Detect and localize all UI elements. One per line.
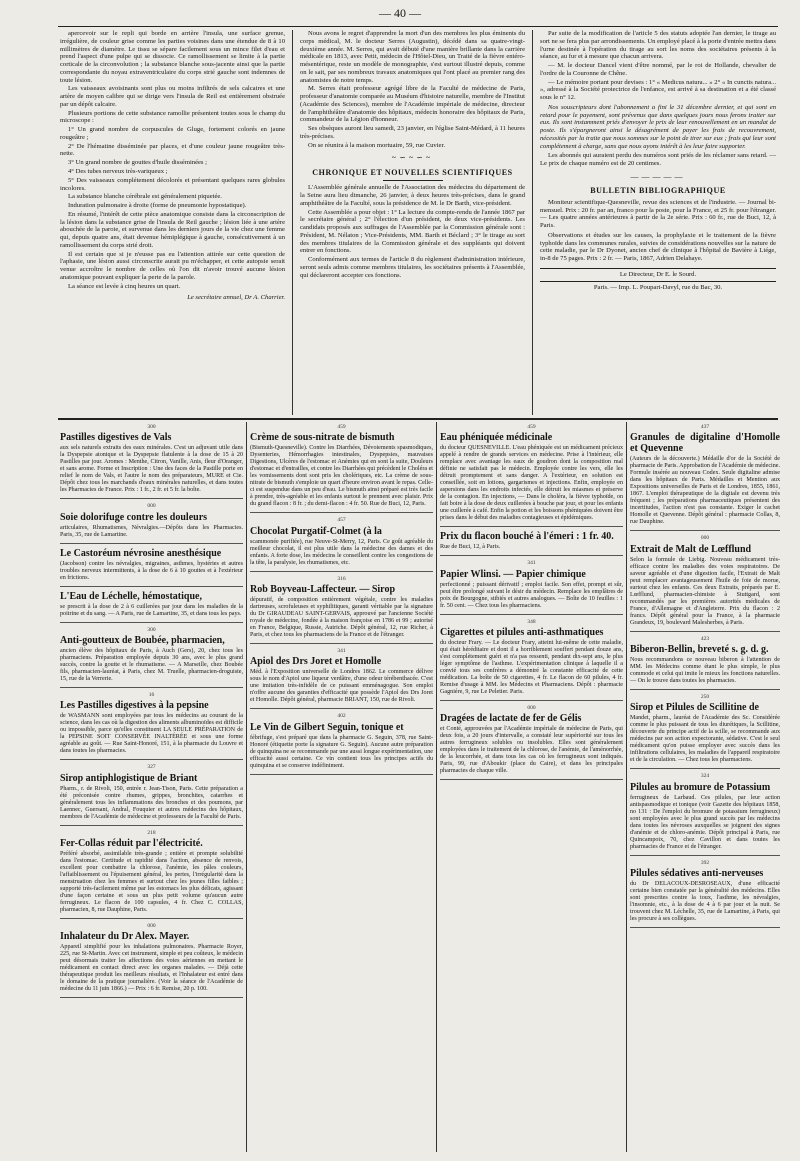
ad-title: Sirop et Pilules de Scillitine de xyxy=(630,702,759,714)
ad-number: 316 xyxy=(337,575,346,582)
advertisement xyxy=(60,501,243,543)
ad-number: 000 xyxy=(700,535,710,542)
ad-title: Biberon-Bellin, breveté s. g. d. g. xyxy=(630,643,769,655)
paragraph: M. Serres était professeur agrégé libre de la Faculté de médecine de Paris, professeur d'anatomie comparée au Muséum d'histoire naturelle, membre de l'Institut (Académie des Sciences), membre de l'Académie impériale de médecine, directeur de l'amphithéâtre d'anatomie des hôpitaux, médecin honoraire des hôpitaux de Paris, commandeur de la Légion d'honneur. xyxy=(300,85,525,124)
ad-body: ancien élève des hôpitaux de Paris, à Auch (Gers), 20, chez tous les pharmaciens. Préparation employée depuis 30 ans, avec le plus grand succès, contre la goutte et le rhumatisme. — A Marseille, chez Boubée fils, pharmacien-lauréat, à Paris, chez M. Truelle, pharmacien-droguiste, 15, rue de la Verrerie. xyxy=(60,647,243,682)
ad-body: perfectionné ; puissant dérivatif ; emploi facile. Son effet, prompt et sûr, peut être prolongé suivant le désir du médecin. Remplace les emplâtres de poix de Bourgogne, stibiés et autres analogues. — Boîte de 10 feuilles : 1 fr. 50 cent. — Chez tous les pharmaciens. xyxy=(440,581,623,609)
ad-body: Pharm., r. de Rivoli, 150, entrée r. Jean-Tison, Paris. Cette préparation a été préconisée contre rhumes, grippes, bronchites, catarrhes et généralement tous les inflammations des bronches et des poumons, par Laennec, Guersant, Andral, Fouquier et autres médecins des hôpitaux, membres de l'Académie de médecine et professeurs de la Faculté de Paris. xyxy=(60,785,243,820)
column-divider xyxy=(436,422,437,1152)
header-rule xyxy=(58,26,778,27)
ad-number: 457 xyxy=(337,517,346,524)
ad-body: Rue de Buci, 12, à Paris. xyxy=(440,544,501,551)
advertisement xyxy=(440,558,623,614)
ad-body: dépuratif, de composition entièrement végétale, contre les maladies dartreuses, scrofuleuses et syphilitiques, garanti véritable par la signature du Dr GIRAUDEAU SAINT-GERVAIS, approuvé par l'ancienne Société royale de médecine, fondée à la maison françoise en 1786 et 99 ; autorisé en France, Belgique, Russie, Autriche. Dépôt général, 12, rue Richer, à Paris, et chez tous les pharmaciens de la France et de l'étranger. xyxy=(250,596,433,638)
ad-body: de WASMANN sont employées par tous les médecins au courant de la science, dans les cas où la digestion des aliments albuminoïdes est difficile ou impossible, parce qu'elles constituent LA SEULE PRÉPARATION de la PEPSINE SOIT CONSERVÉE INALTÉRÉE et sous une forme agréable au goût. — Rue Saint-Honoré, 151, à la pharmacie du Louvre et dans toutes les pharmacies. xyxy=(60,713,243,755)
ad-body: Nous recommandons ce nouveau biberon à l'attention de MM. les Médecins comme étant le plus simple, le plus commode et celui qui imite le mieux les fonctions naturelles. — On le trouve dans toutes les pharmacies. xyxy=(630,656,780,684)
ad-number: 327 xyxy=(147,764,156,771)
ad-body: Appareil simplifié pour les inhalations pulmonaires. Pharmacie Royer, 225, rue St-Martin. Avec cet instrument, simple et peu coûteux, le médecin peut désormais traiter les affections des voies aériennes en mettant le médicament en contact direct avec les organes malades. — Déjà cette thérapeutique produit les meilleurs résultats, et l'Inhalateur est entré dans le domaine de la pratique journalière. (Voir la séance de l'Académie de médecine du 11 juin 1866.) — Prix : 6 fr. Remise, 20 p. 100. xyxy=(60,944,243,993)
ad-body: du docteur Frary. — Le docteur Frary, atteint lui-même de cette maladie, qui était héréditaire et dont il a horriblement souffert pendant douze ans, s'est complètement guéri et n'a pas ressenti, pendant dix-sept ans, le plus léger symptôme de l'asthme. L'expérimentation clinique à laquelle il a convié tous ses confrères a démontré la constante efficacité de cette médication. La boîte de 50 cigarettes, 4 fr. Le flacon de 60 pilules, 4 fr. Remise d'usage à MM. les Médecins et Pharmaciens. Dépôt : pharmacie Gagniére, 9, rue Le Peletier. Paris. xyxy=(440,639,623,695)
subscriber-notice: Nos souscripteurs dont l'abonnement a fini le 31 décembre dernier, et qui sont en retard pour le payement, sont prévenus que dans quelques jours nous ferons traiter sur eux. Ils sont instamment priés d'envoyer le prix de leur renouvellement en un mandat de poste. Ils s'épargneront ainsi le désagrément de payer les frais de recouvrement, nécessités par la traite que nous sommes sur le point de tirer sur eux ; frais qui leur sont complétement à charge, sans que nous ayons intérêt à les leur faire supporter. xyxy=(540,103,776,150)
paragraph: L'Assemblée générale annuelle de l'Association des médecins du département de la Seine aura lieu dimanche, 26 janvier, à deux heures très-précises, dans le grand amphithéâtre de la Faculté, sous la présidence de M. le Dr Barth, vice-président. xyxy=(300,184,525,207)
ad-title: L'Eau de Léchelle, hémostatique, xyxy=(60,590,202,602)
paragraph: 1° Un grand nombre de corpuscules de Gluge, fortement colorés en jaune rougeâtre ; xyxy=(60,126,285,141)
advertisement xyxy=(60,828,243,919)
ad-body: fébrifuge, s'est préparé que dans la pharmacie G. Seguin, 378, rue Saint-Honoré (étiquette porte la signature G. Seguin). Aucune autre préparation de quinquina ne se recommande par une aussi longue expérimentation, une efficacité aussi certaine. Ce vin contient tous les principes actifs du quinquina et se conserve indéfiniment. xyxy=(250,734,433,769)
ad-body: (Auteurs de la découverte.) Médaille d'or de la Société de pharmacie de Paris. Approbation de l'Académie de médecine. Formule insérée au nouveau Codex. Seule digitaline admise dans les hôpitaux de Paris. Médailles et Mention aux Expositions universelles de Paris et de Londres, 1855, 1861, 1867. L'emploi thérapeutique de la digitale est devenu très fréquent ; les préparations pharmaceutiques présentent des incertitudes, l'action n'est pas constante. Exiger le cachet Homolle et Quevenne. Dépôt général : pharmacie Collas, 8, rue Dauphine. xyxy=(630,456,780,526)
ad-body: (Bismuth-Quesneville). Contre les Diarrhées, Dévoiements spasmodiques, Dysenteries, Hémorrhagies intestinales, Dyspepsies, mauvaises Digestions, Ulcères de l'estomac et Anémies qui en sont la suite, Douleurs d'estomac et d'entrailles, et contre les Diarrhées qui précèdent le Choléra et les vomissements dont sont pris les cholériques, etc. La crème de sous-nitrate de bismuth s'emploie un quart d'heure environ avant le repas. Celle-ci est suspendue dans un peu d'eau. Le bismuth ainsi préparé est très facile à prendre, très-agréable et les enfants surtout le prennent avec plaisir. Prix du grand flacon : 8 fr. ; du demi-flacon : 4 fr. 50. Rue de Buci, 12, Paris. xyxy=(250,445,433,508)
advertisement xyxy=(440,703,623,780)
ad-title: Soie dolorifuge contre les douleurs xyxy=(60,511,208,523)
ad-number: 348 xyxy=(527,618,536,625)
chronicle-paragraphs xyxy=(300,184,525,279)
paragraph: Les vaisseaux avoisinants sont plus ou moins infiltrés de sels calcaires et une artère de moyen calibre qui se dirige vers l'insula de Reil est entièrement obstruée par un dépôt calcaire. xyxy=(60,85,285,108)
section-rule xyxy=(383,180,443,181)
advertisement xyxy=(250,646,433,709)
advertisement xyxy=(60,762,243,825)
advertisement xyxy=(440,422,623,527)
advertisement xyxy=(630,692,780,769)
ad-number: 218 xyxy=(147,829,156,836)
ad-title: Pilules sédatives anti-nerveuses xyxy=(630,867,764,879)
section-title: CHRONIQUE ET NOUVELLES SCIENTIFIQUES xyxy=(312,167,513,177)
ad-number: 437 xyxy=(700,424,710,430)
ornament-divider: ————— xyxy=(630,172,686,182)
advertisement xyxy=(630,533,780,631)
ad-title: Sirop antiphlogistique de Briant xyxy=(60,772,198,784)
paragraph: Plusieurs portions de cette substance ramollie présentent toutes sous le champ du microscope : xyxy=(60,109,285,125)
signature: Le secrétaire annuel, Dr A. Charrier. xyxy=(187,293,285,301)
ad-body: Selon la formule de Liebig. Nouveau médicament très-efficace contre les maladies des voies respiratoires. De saveur agréable et d'une digestion facile, l'Extrait de Malt peut remplacer avantageusement l'huile de foie de morue, surtout chez les enfants. Ces deux Extraits, préparés par E. Lœfflund, pharmacien-chimiste à Stuttgard, sont recommandés par les premières autorités médicales de France, d'Allemagne et d'Angleterre. Prix du flacon : 2 francs. Dépôt général pour la France, à la pharmacie Grandeux, 19, boulevard Malesherbes, à Paris. xyxy=(630,556,780,626)
ad-number: 459 xyxy=(527,424,536,430)
ad-title: Les Pastilles digestives à la pepsine xyxy=(60,700,209,712)
page-number: — 40 — xyxy=(379,6,421,20)
ad-body: articulaires, Rhumatismes, Névralgies.—Dépôts dans les Pharmacies. Paris, 35, rue de Lamartine. xyxy=(60,524,243,538)
ad-number: 300 xyxy=(147,626,156,633)
footer-rule xyxy=(540,268,776,269)
ads-top-rule xyxy=(58,418,778,420)
ad-title: Pilules au bromure de Potassium xyxy=(630,781,771,793)
ads-column-2 xyxy=(250,422,433,1152)
ad-number: 250 xyxy=(700,693,710,700)
advertisement xyxy=(60,625,243,688)
ad-title: Papier Wlinsi. — Papier chimique xyxy=(440,568,586,580)
column-divider xyxy=(626,422,627,1152)
paragraph: apercevoir sur le repli qui borde en arrière l'insula, une surface grenue, irrégulière, de couleur grise comme les parties voisines dans une étendue de 8 à 10 millimètres de diamètre. Le tissu se sépare facilement sous un mince filet d'eau et prend l'aspect d'une pulpe qui se dissocie. Ce ramollissement se limite à la partie corticale de la circonvolution ; la substance blanche sous-jacente ainsi que la partie correspondante du noyau extraventriculaire du corps strié gauche sont indemnes de toute lésion. xyxy=(60,30,285,84)
column-divider xyxy=(292,30,293,415)
advertisement xyxy=(630,858,780,928)
advertisement xyxy=(60,589,243,623)
ad-title: Apiol des Drs Joret et Homolle xyxy=(250,656,382,668)
article-paragraphs xyxy=(60,30,285,291)
paragraph: La séance est levée à cinq heures un quart. xyxy=(68,282,181,290)
ad-number: 402 xyxy=(337,713,346,720)
ad-title: Crème de sous-nitrate de bismuth xyxy=(250,432,395,444)
printer-line: Paris. — Imp. L. Poupart-Davyl, rue du Bac, 30. xyxy=(593,283,723,291)
ad-body: aux sels naturels extraits des eaux minérales. C'est un adjuvant utile dans la Dyspepsie atonique et la Dyspepsie flatulente à la dose de 15 à 20 Pastilles par jour. Aromes : Menthe, Citron, Vanille, Anis, fleur d'Oranger, et sans arome. Forme et Inscription : Une des faces de la Pastille porte en relief le nom de Vals, et l'autre le nom des préparateurs, MURE et Cie. Dépôt chez tous les marchands d'eaux minérales naturelles, et dans toutes les Pharmacies de France. Prix : 1 fr., 2 fr. et 5 fr. la boîte. xyxy=(60,445,243,494)
paragraph: — Le mémoire portant pour devises : 1° « Medicus natura... » 2° « In cunctis natura... », adressé à la Société protectrice de l'enfance, est arrivé à sa destination et a été classé sous le n° 12. xyxy=(540,78,776,102)
paragraph: On se réunira à la maison mortuaire, 59, rue Cuvier. xyxy=(308,141,445,149)
news-paragraphs xyxy=(540,30,776,102)
footer-rule xyxy=(540,281,776,282)
paragraph: Induration pulmonaire à droite (forme de pneumonie hypostatique). xyxy=(68,202,247,210)
ad-body: Préféré absorbé, assimilable très-grande ; entière et prompte solubilité dans l'estomac. Certitude et rapidité dans l'action, absence de renvois, excellent pour combattre la chlorose, l'anémie, les pâles couleurs, l'affaiblissement ou l'épuisement général, les pertes, l'irrégularité dans la menstruation chez les femmes et surtout chez les jeunes filles faibles ; supporté très-facilement même par les estomacs les plus délicats, agissant d'une façon certaine et sous un plus petit volume qu'aucun autre ferrugineux. Le flacon de 100 capsules, 4 fr. Chez C. COLLAS, pharmacien, 8, rue Dauphine, Paris. xyxy=(60,850,243,913)
ad-title: Le Vin de Gilbert Seguin, tonique et xyxy=(250,721,404,733)
advertisement xyxy=(630,771,780,855)
ads-column-3 xyxy=(440,422,623,1152)
bulletin-title: BULLETIN BIBLIOGRAPHIQUE xyxy=(590,186,726,196)
advertisement xyxy=(630,634,780,690)
ad-title: Inhalateur du Dr Alex. Mayer. xyxy=(60,931,190,943)
column-divider xyxy=(532,30,533,415)
ad-title: Le Castoréum névrosine anesthésique xyxy=(60,547,222,559)
advertisement xyxy=(250,574,433,644)
paragraph: 3° Un grand nombre de gouttes d'huile disséminées ; xyxy=(68,159,207,167)
ad-number: 459 xyxy=(337,424,346,430)
paragraph: En résumé, l'intérêt de cette pièce anatomique consiste dans la circonscription de la lésion dans la substance grise de l'insula de Reil gauche ; lésion liée à une artère abouchée de la paroie, et survenue dans les derniers jours de la vie chez une femme qui, depuis quatre ans, était devenue hémiplégique à gauche, consécutivement à un ramollissement du corps strié droit. xyxy=(60,210,285,249)
ads-column-4 xyxy=(630,422,780,1152)
advertisement xyxy=(250,422,433,513)
ads-column-1 xyxy=(60,422,243,1152)
article-column-2 xyxy=(300,30,525,415)
paragraph: 4° Des tubes nerveux très-variqueux ; xyxy=(68,168,168,176)
ad-title: Granules de digitaline d'Homolle et Quevenne xyxy=(630,432,780,455)
advertisement xyxy=(60,422,243,499)
paragraph: Par suite de la modification de l'article 5 des statuts adoptée l'an dernier, le tirage au sort ne se fera plus par arrondissements. Un employé placé à la porte d'entrée mettra dans l'urne destinée à l'opération du tirage au sort les noms des sociétaires présents à la séance, au fur et à mesure que chacun arrivera. xyxy=(540,30,776,61)
gerant-line: Le Directeur, Dr E. le Sourd. xyxy=(619,271,697,279)
paragraph: Nous avons le regret d'apprendre la mort d'un des membres les plus éminents du corps médical, M. le docteur Serres (Augustin), décédé dans sa quatre-vingt-deuxième année. M. Serres, qui avait débuté d'une manière brillante dans la carrière médicale en 1813, avec Petit, médecin de l'Hôtel-Dieu, un Traité de la fièvre entéro-mésentérique, reste un modèle de monographie, s'est surtout illustré depuis, comme on le sait, par ses nombreux travaux anatomiques qui l'ont placé au premier rang des anatomistes de notre temps. xyxy=(300,30,525,84)
ad-number: 000 xyxy=(147,503,156,510)
ad-title: Anti-goutteux de Boubée, pharmacien, xyxy=(60,634,225,646)
advertisement xyxy=(440,529,623,556)
paragraph: La substance blanche cérébrale est généralement piquetée. xyxy=(68,193,222,201)
ad-body: se prescrit à la dose de 2 à 6 cuillerées par jour dans les maladies de la poitrine et du sang. — A Paris, rue de Lamartine, 35, et dans tous les pays. xyxy=(60,603,243,617)
advertisement xyxy=(440,617,623,701)
ad-number: 300 xyxy=(147,424,156,430)
ad-body: Méd. à l'Exposition universelle de Londres 1862. Le commerce délivre sous le nom d'Apiol une liqueur verdâtre, d'une odeur térébenthacée. C'est une imitation très-infidèle de ce puissant emménagogue. Son emploi n'offre aucune des garanties d'efficacité que possède l'Apiol des Drs Joret et Homolle. Dépôt général, pharmacie BRIANT, 150, rue de Rivoli. xyxy=(250,669,433,704)
ad-number: 341 xyxy=(337,647,346,654)
advertisement xyxy=(250,515,433,571)
ad-number: 000 xyxy=(147,922,156,929)
ad-title: Pastilles digestives de Vals xyxy=(60,432,172,444)
ad-number: 341 xyxy=(527,560,536,567)
paragraph: Ses obsèques auront lieu samedi, 23 janvier, en l'église Saint-Médard, à 11 heures très-précises. xyxy=(300,125,525,140)
advertisement xyxy=(60,546,243,587)
ad-title: Dragées de lactate de fer de Gélis xyxy=(440,713,582,725)
advertisement xyxy=(60,921,243,998)
paragraph: 2° De l'hématine disséminée par places, et d'une couleur jaune rougeâtre très-nette. xyxy=(60,142,285,158)
paragraph: — M. le docteur Dancel vient d'être nommé, par le roi de Hollande, chevalier de l'ordre de la Couronne de Chêne. xyxy=(540,62,776,77)
ad-title: Eau phéniquée médicinale xyxy=(440,432,553,444)
paragraph: 5° Des vaisseaux complétement décolorés et présentant quelques rares globules incolores. xyxy=(60,176,285,192)
paragraph: Cette Assemblée a pour objet : 1° La lecture du compte-rendu de l'année 1867 par le secrétaire général ; 2° l'élection d'un président, de deux vice-présidents. Les candidats proposés aux suffrages de l'Assemblée par la Commission générale sont : Président, M. Nélaton ; Vice-Présidents, MM. Barth et Béclard ; 3° le tirage au sort des membres titulaires de la Commission générale et des suppléants qui doivent entrer en fonctions. xyxy=(300,208,525,255)
ad-title: Extrait de Malt de Lœfflund xyxy=(630,543,752,555)
advertisement xyxy=(60,690,243,760)
ad-number: 16 xyxy=(148,691,155,698)
ad-title: Fer-Collas réduit par l'électricité. xyxy=(60,837,203,849)
bulletin-entry-2: Observations et études sur les causes, la prophylaxie et le traitement de la fièvre typhoïde dans les communes rurales, suivies de considérations nouvelles sur la nature de cette maladie, par le Dr Dyonet, ancien chef de clinique à l'hôpital de Bavière à Liége, in-8 de 75 pages. Prix : 2 fr. — Paris, 1867, Adrien Delahaye. xyxy=(540,231,776,263)
paragraph: Il est certain que si je n'eusse pas eu l'attention attirée sur cette question de l'aphasie, une lésion aussi circonscrite aurait pu m'échapper, et cette autopsie serait venue accroître le nombre de celles où l'on dit n'avoir trouvé aucune lésion anatomique pouvant expliquer la perte de la parole. xyxy=(60,250,285,281)
subscriber-notice-2: Les abonnés qui auraient perdu des numéros sont priés de les réclamer sans retard. — Le prix de chaque numéro est de 20 centimes. xyxy=(540,152,776,168)
ad-number: 000 xyxy=(527,704,536,711)
ad-title: Chocolat Purgatif-Colmet (à la xyxy=(250,525,382,537)
obituary-paragraphs xyxy=(300,30,525,149)
ad-body: scammonée purifiée), rue Neuve-St-Merry, 12, Paris. Ce goût agréable du meilleur chocolat, il est plus utile dans la médecine des dames et des enfants. A forte dose, les médecins le conseillent contre les congestions de la tête, la paralysie, les rhumatismes, etc. xyxy=(250,538,433,566)
ad-number: 324 xyxy=(700,773,710,780)
advertisement xyxy=(250,711,433,774)
ornament-divider: ~∽~∽~ xyxy=(391,153,434,163)
ad-number: 392 xyxy=(700,859,710,866)
ad-title: Cigarettes et pilules anti-asthmatiques xyxy=(440,626,604,638)
ad-body: Mandet, pharm., lauréat de l'Académie des Sc. Considérée comme le plus puissant de tous les diurétiques, la Scillitine, découverte du principe actif de la scille, se recommande aux médecins par son action expectorante, sédative. C'est le seul médicament qu'on puisse employer avec succès dans les infiltrations cellulaires, les maladies de l'appareil respiratoire et de la circulation. — Chez tous les pharmaciens. xyxy=(630,715,780,764)
bulletin-entry-1: Moniteur scientifique-Quesneville, revue des sciences et de l'industrie. — Journal bi-mensuel. Prix : 20 fr. par an, franco pour la poste, pour la France, et 25 fr. pour l'étranger. — Les quatre années antérieures à partir de la 2e série. Prix : 60 fr., rue de Buci, 12, à Paris. xyxy=(540,198,776,230)
ad-body: ferrugineux de Larbaud. Ces pilules, par leur action antispasmodique et tonique (voir Gazette des hôpitaux 1858, no 131 : De l'emploi du bromure de potassium ferrugineux) sont employées avec le plus grand succès par les médecins dans toutes les névroses auxquelles se joignent des signes d'anémie et de chloro-anémie. Dépôt principal à Paris, rue Quincampoix, 70, chez Cavillon et dans toutes les pharmacies de France et de l'étranger. xyxy=(630,794,780,850)
column-divider xyxy=(246,422,247,1152)
advertisement xyxy=(630,422,780,531)
article-column-1 xyxy=(60,30,285,415)
ad-title: Rob Boyveau-Laffecteur. — Sirop xyxy=(250,583,395,595)
article-column-3 xyxy=(540,30,776,415)
paragraph: Conformément aux termes de l'article 8 du règlement d'administration intérieure, seront seuls admis comme membres titulaires, les sociétaires présents à l'Assemblée, qui déclareront accepter ces fonctions. xyxy=(300,256,525,279)
ad-body: et Conté, approuvées par l'Académie impériale de médecine de Paris, qui deux fois, a 20 jours d'intervalle, a constaté leur supériorité sur tous les autres ferrugineux solubles ou insolubles. Elles sont généralement employées dans le traitement de la chlorose, de l'anémie, de l'aménorrhée, de la leucorrhée, et dans tous les cas où les ferrugineux sont indiqués. Paris, 99, rue d'Aboukir (place du Caire), et dans les principales pharmacies de chaque ville. xyxy=(440,726,623,775)
ad-number: 423 xyxy=(700,635,710,642)
ad-body: du Dr DELACOUX-DESROSEAUX, d'une efficacité certaine bien constatée par la généralité des médecins. Elles sont prescrites contre la toux, l'asthme, les névralgies, l'insomnie, etc., à la dose de 4 à 6 par jour et la nuit. Se trouvent chez M. Léchelle, 35, rue de Lamartine, à Paris, qui les procure à ses collègues. xyxy=(630,880,780,922)
ad-title: Prix du flacon bouché à l'émeri : 1 fr. 40. xyxy=(440,531,614,543)
ad-body: (Jacobson) contre les névralgies, migraines, asthmes, hystéries et autres troubles nerveux intermittents, à la dose de 6 à 10 gouttes et à l'extérieur en frictions. xyxy=(60,560,243,581)
ad-body: du docteur QUESNEVILLE. L'eau phéniquée est un médicament précieux appelé à rendre de grands services en médecine. Prise à l'intérieur, elle remplace avec avantage les eaux de goudron dont la composition mal définie ne satisfait pas le médecin. Employée contre les vers, elle les détruit promptement et sans danger. A l'extérieur, en solution est conseillée, soit en lotions, gargarismes et injections. Enfin, employée en aspersions dans les endroits infectés, elle détruit les miasmes et préserve de la contagion. En injections, — Dans le choléra, la fièvre typhoïde, on fait boire à la dose de deux cuillerées à bouche par jour, et pour les enfants une cuillerée à café. Enfin la potion et les boissons phéniquées doivent être prises dans le début des maladies contagieuses et épidémiques. xyxy=(440,445,623,522)
